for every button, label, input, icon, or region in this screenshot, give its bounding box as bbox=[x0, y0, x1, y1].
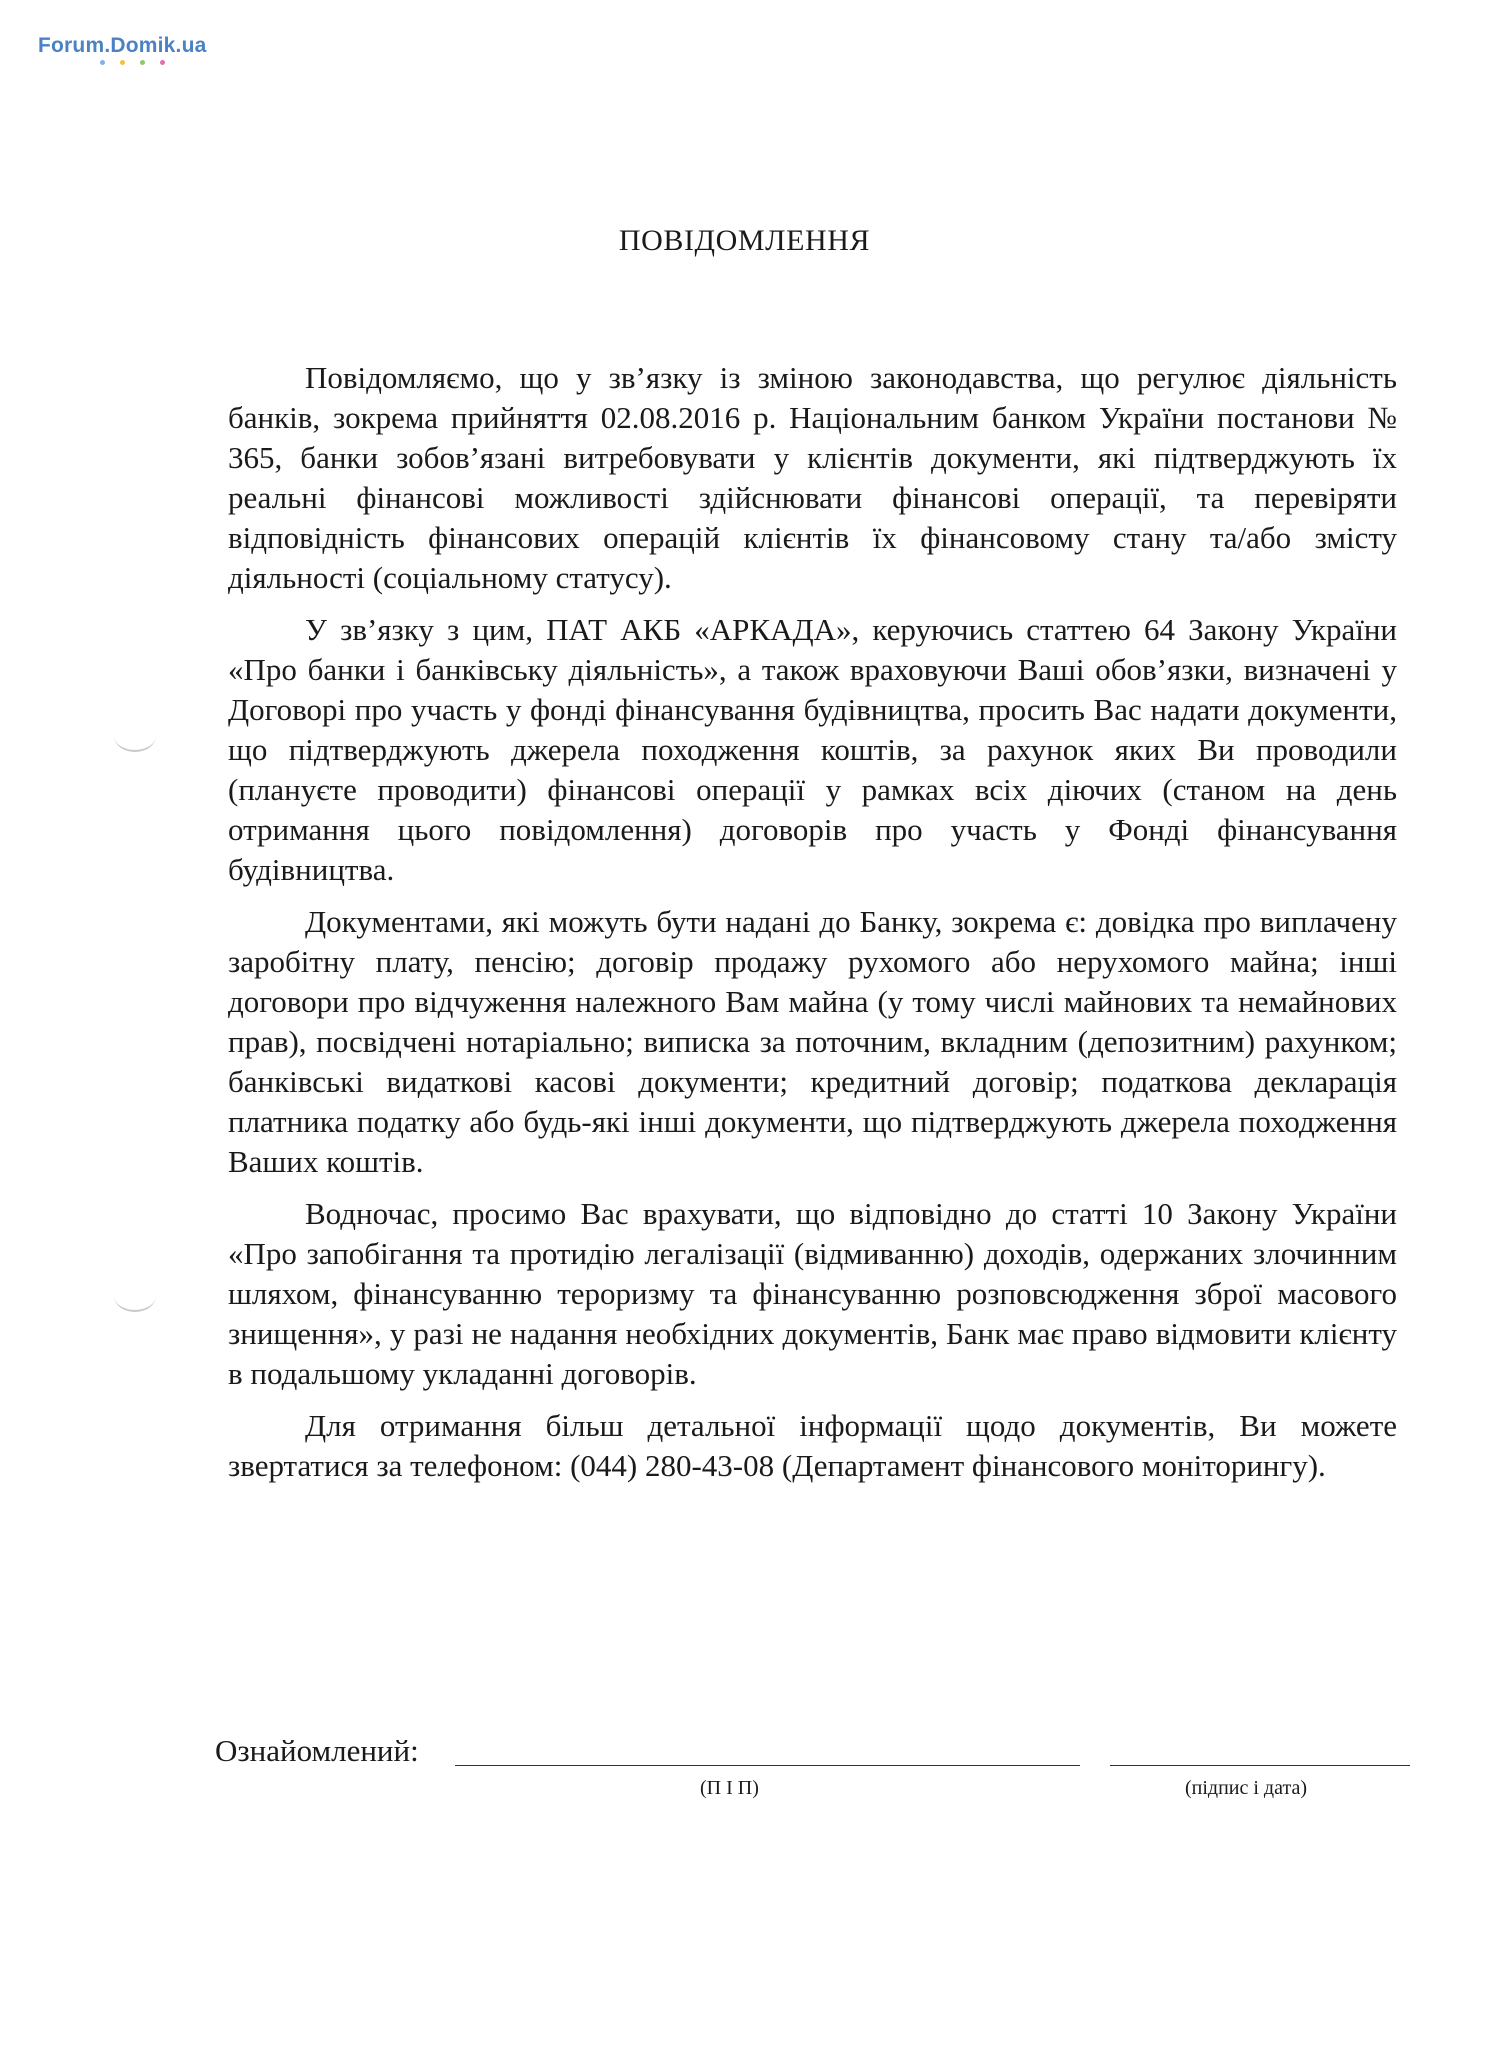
signature-date-line bbox=[1110, 1765, 1410, 1766]
name-caption: (П І П) bbox=[700, 1777, 759, 1799]
watermark-dots bbox=[100, 60, 165, 65]
signature-block bbox=[215, 1733, 1415, 1803]
watermark-dot bbox=[160, 60, 165, 65]
forum-watermark: Forum.Domik.ua bbox=[38, 34, 207, 57]
name-line bbox=[455, 1765, 1080, 1766]
watermark-dot bbox=[140, 60, 145, 65]
paragraph: Для отримання більш детальної інформації щодо документів, Ви можете звертатися за телефоном: (044) 280-43-08 (Департамент фінансового моніторингу). bbox=[228, 1408, 1397, 1483]
punch-hole-mark bbox=[114, 720, 156, 752]
punch-hole-mark bbox=[114, 1280, 156, 1312]
paragraph: Водночас, просимо Вас врахувати, що відповідно до статті 10 Закону України «Про запобігання та протидію легалізації (відмиванню) доходів, одержаних злочинним шляхом, фінансуванню тероризму та фінансуванню розповсюдження зброї масового знищення», у разі не надання необхідних документів, Банк має право відмовити клієнту в подальшому укладанні договорів. bbox=[228, 1196, 1397, 1391]
watermark-dot bbox=[120, 60, 125, 65]
document-body bbox=[228, 358, 1397, 1498]
document-title: ПОВІДОМЛЕННЯ bbox=[618, 224, 871, 257]
acknowledged-label: Ознайомлений: bbox=[215, 1733, 419, 1768]
paragraph: Повідомляємо, що у зв’язку із зміною законодавства, що регулює діяльність банків, зокрема прийняття 02.08.2016 р. Національним банком України постанови № 365, банки зобов’язані витребовувати у клієнтів документи, які підтверджують їх реальні фінансові можливості здійснювати фінансові операції, та перевіряти відповідність фінансових операцій клієнтів їх фінансовому стану та/або змісту діяльності (соціальному статусу). bbox=[228, 360, 1397, 595]
watermark-dot bbox=[100, 60, 105, 65]
paragraph: У зв’язку з цим, ПАТ АКБ «АРКАДА», керуючись статтею 64 Закону України «Про банки і банківську діяльність», а також враховуючи Ваші обов’язки, визначені у Договорі про участь у фонді фінансування будівництва, просить Вас надати документи, що підтверджують джерела походження коштів, за рахунок яких Ви проводили (плануєте проводити) фінансові операції у рамках всіх діючих (станом на день отримання цього повідомлення) договорів про участь у Фонді фінансування будівництва. bbox=[228, 612, 1397, 887]
signature-date-caption: (підпис і дата) bbox=[1185, 1777, 1307, 1799]
paragraph: Документами, які можуть бути надані до Банку, зокрема є: довідка про виплачену заробітну плату, пенсію; договір продажу рухомого або нерухомого майна; інші договори про відчуження належного Вам майна (у тому числі майнових та немайнових прав), посвідчені нотаріально; виписка за поточним, вкладним (депозитним) рахунком; банківські видаткові касові документи; кредитний договір; податкова декларація платника податку або будь-які інші документи, що підтверджують джерела походження Ваших коштів. bbox=[228, 904, 1397, 1179]
